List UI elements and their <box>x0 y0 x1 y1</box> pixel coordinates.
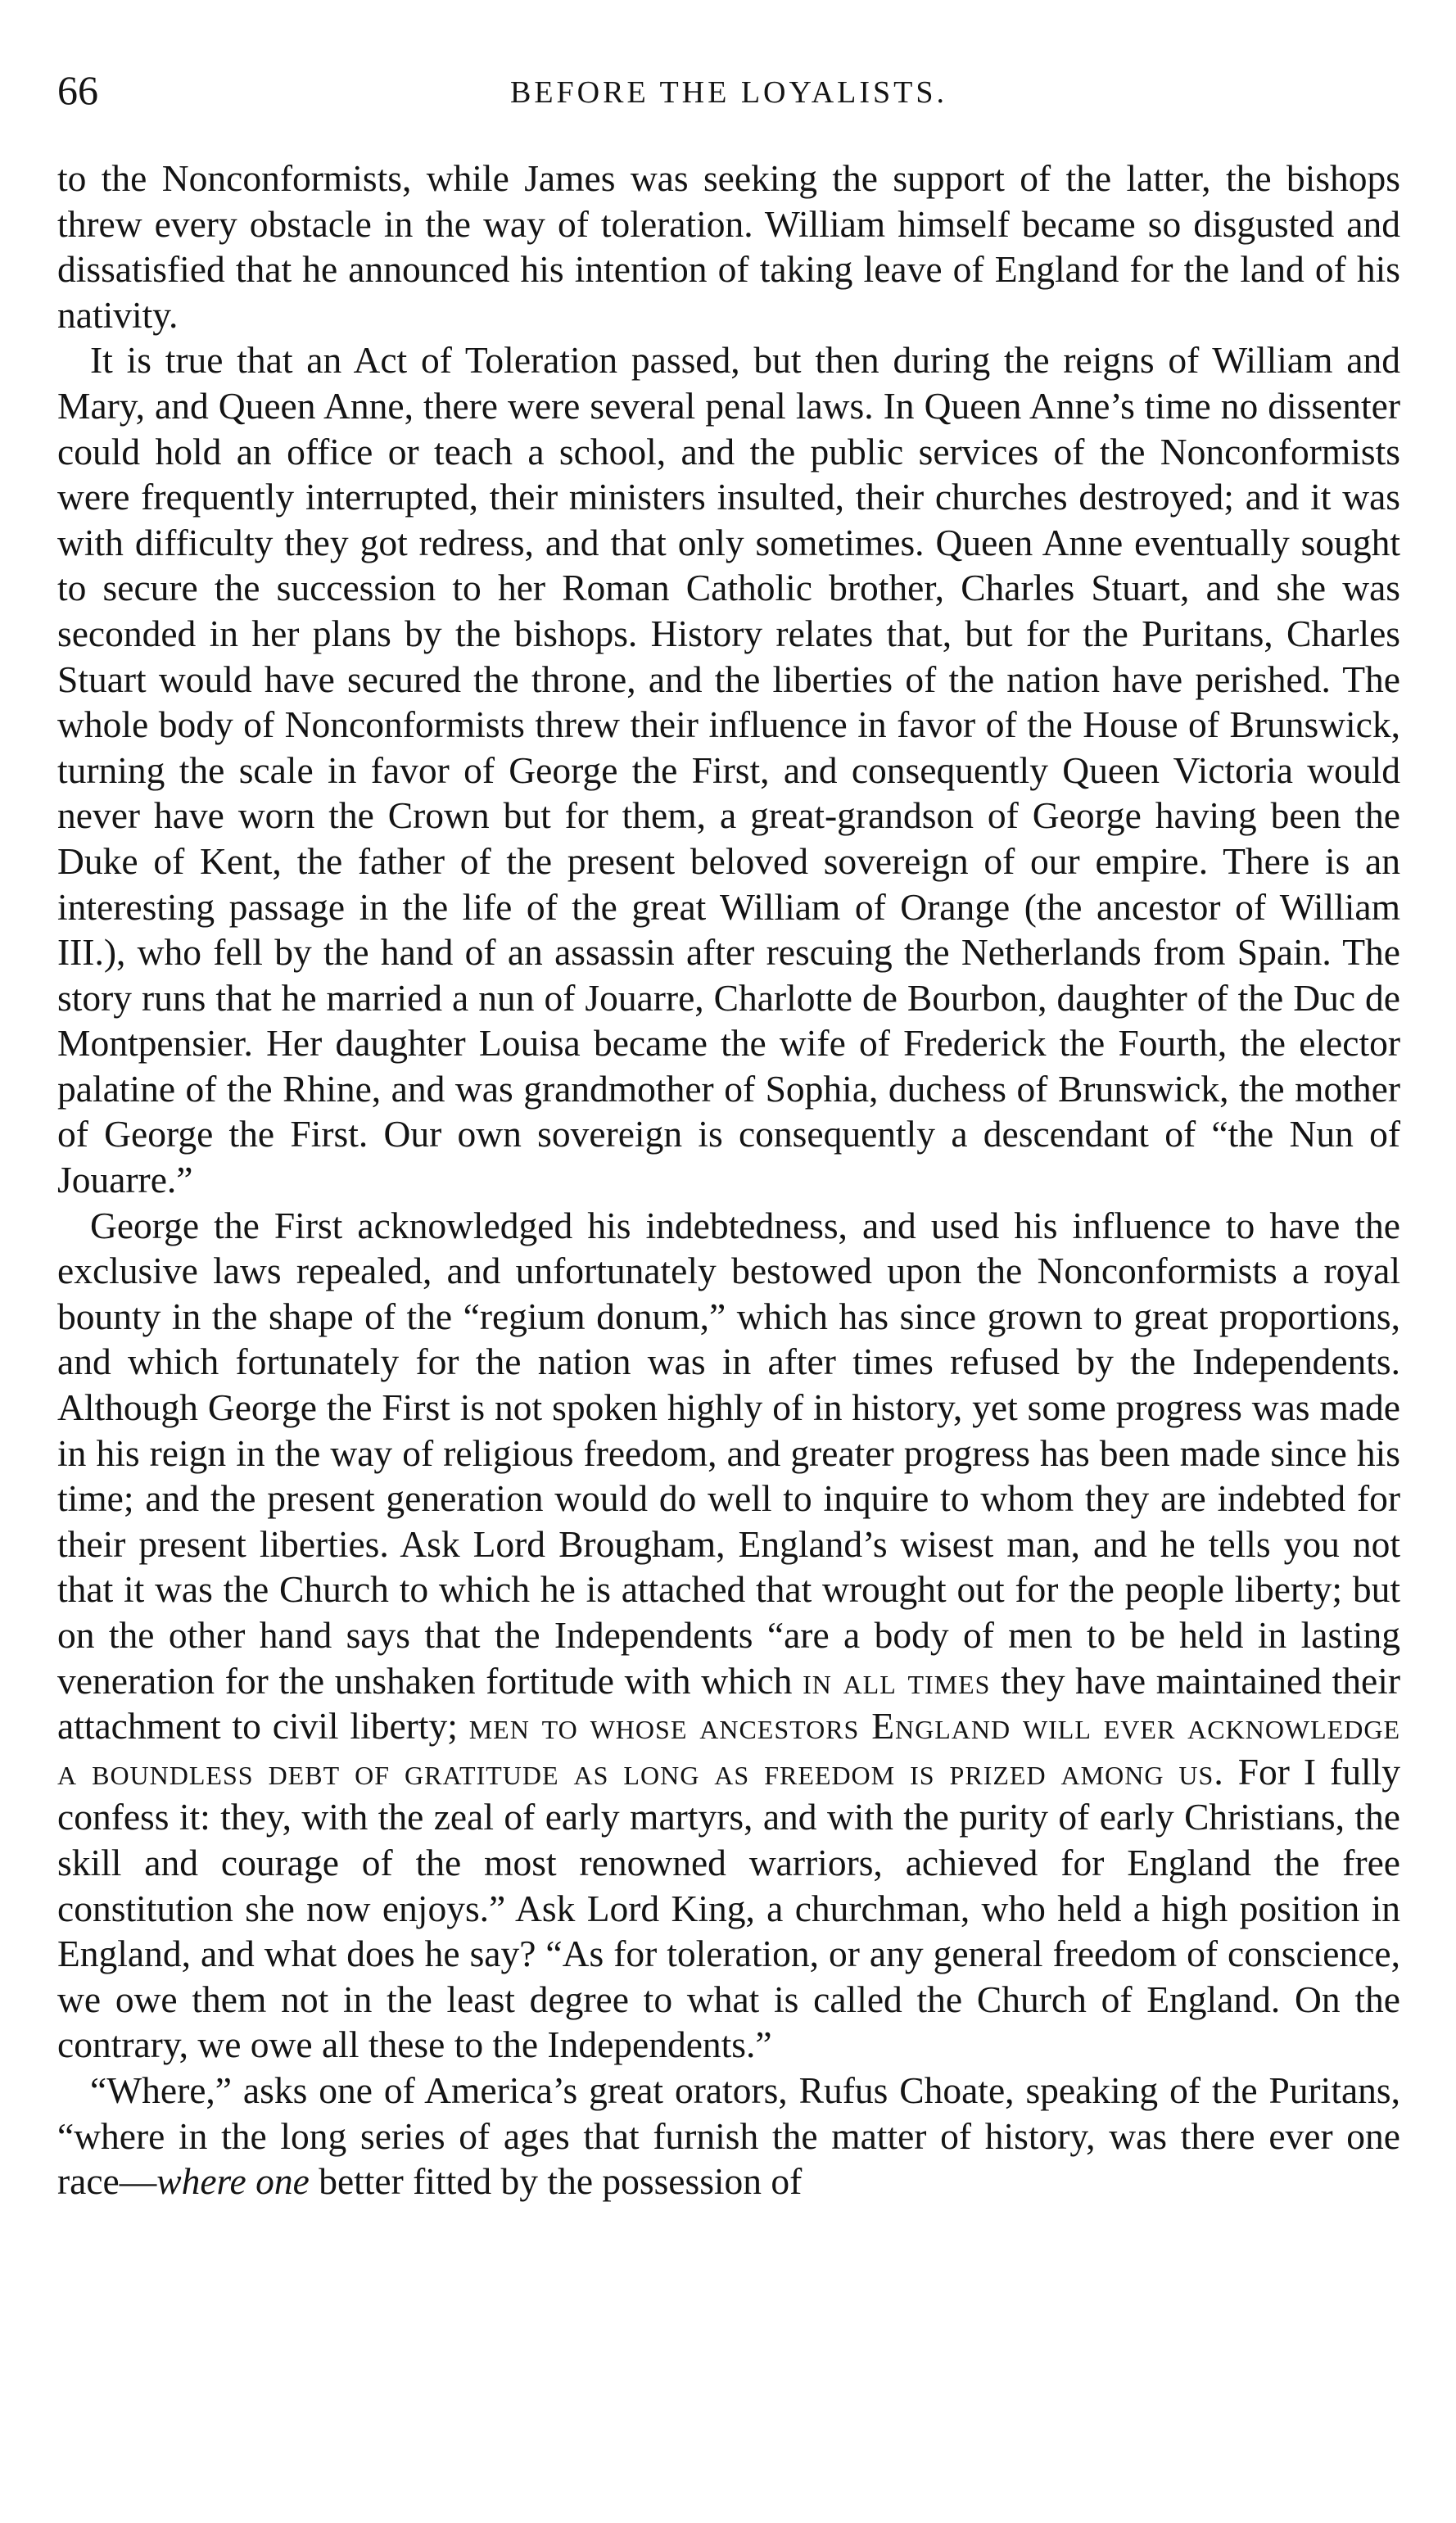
paragraph-text: better fitted by the possession of <box>309 2160 803 2203</box>
paragraph-text: “Where,” asks one of America’s great orators, Rufus Choate, speaking of the Puritans, “where in the long series of ages that furnish the matter of history, was there ever one race— <box>57 2069 1400 2203</box>
small-caps-text: in all times <box>803 1659 991 1702</box>
italic-text: where one <box>156 2160 310 2203</box>
running-head: BEFORE THE LOYALISTS. <box>509 75 948 110</box>
paragraph-rufus-choate <box>57 2068 1400 2204</box>
paragraph-text: George the First acknowledged his indebtedness, and used his influence to have the exclusive laws repealed, and unfortunately bestowed upon the Nonconformists a royal bounty in the shape of the “regium donum,” which has since grown to great proportions, and which fortunately for the nation was in after times refused by the Independents. Although George the First is not spoken highly of in history, yet some progress was made in his reign in the way of religious freedom, and greater progress has been made since his time; and the present generation would do well to inquire to whom they are indebted for their present liberties. Ask Lord Brougham, England’s wisest man, and he tells you not that it was the Church to which he is attached that wrought out for the people liberty; but on the other hand says that the Independents “are a body of men to be held in lasting veneration for the unshaken fortitude with which <box>57 1204 1400 1702</box>
paragraph-toleration: It is true that an Act of Toleration passed, but then during the reigns of William and Mary, and Queen Anne, there were several penal laws. In Queen Anne’s time no dissenter could hold an office or teach a school, and the public services of the Nonconformists were frequently interrupted, their ministers insulted, their churches destroyed; and it was with difficulty they got redress, and that only sometimes. Queen Anne eventually sought to secure the succession to her Roman Catholic brother, Charles Stuart, and she was seconded in her plans by the bishops. History relates that, but for the Puritans, Charles Stuart would have secured the throne, and the liberties of the nation have perished. The whole body of Nonconformists threw their influence in favor of the House of Brunswick, turning the scale in favor of George the First, and consequently Queen Victoria would never have worn the Crown but for them, a great-grandson of George having been the Duke of Kent, the father of the present beloved sovereign of our empire. There is an interesting passage in the life of the great William of Orange (the ancestor of William III.), who fell by the hand of an assassin after rescuing the Netherlands from Spain. The story runs that he married a nun of Jouarre, Charlotte de Bourbon, daughter of the Duc de Montpensier. Her daughter Louisa became the wife of Frederick the Fourth, the elector palatine of the Rhine, and was grandmother of Sophia, duchess of Brunswick, the mother of George the First. Our own sovereign is consequently a descendant of “the Nun of Jouarre.” <box>57 339 1400 1201</box>
paragraph-text: For I fully confess it: they, with the zeal of early martyrs, and with the purity of early Christians, the skill and courage of the most renowned warriors, achieved for England the free constitution she now enjoys.” Ask Lord King, a churchman, who held a high position in England, and what does he say? “As for toleration, or any general freedom of conscience, we owe them not in the least degree to what is called the Church of England. On the contrary, we owe all these to the Independents.” <box>57 1750 1400 2066</box>
page-header <box>57 66 1400 123</box>
paragraph-george-the-first <box>57 1203 1400 2068</box>
small-caps-text: men to whose ancestors England will ever acknowledge a boundless debt of gratitude as long as freedom is prized among us. <box>57 1705 1400 1793</box>
paragraph-continuation: to the Nonconformists, while James was seeking the support of the latter, the bishops threw every obstacle in the way of toleration. William himself became so disgusted and dissatisfied that he announced his intention of taking leave of England for the land of his nativity. <box>57 157 1400 336</box>
page-number: 66 <box>57 67 98 113</box>
paragraph-text: they have maintained their attachment to civil liberty; <box>57 1659 1400 1748</box>
book-page <box>57 66 1400 2204</box>
